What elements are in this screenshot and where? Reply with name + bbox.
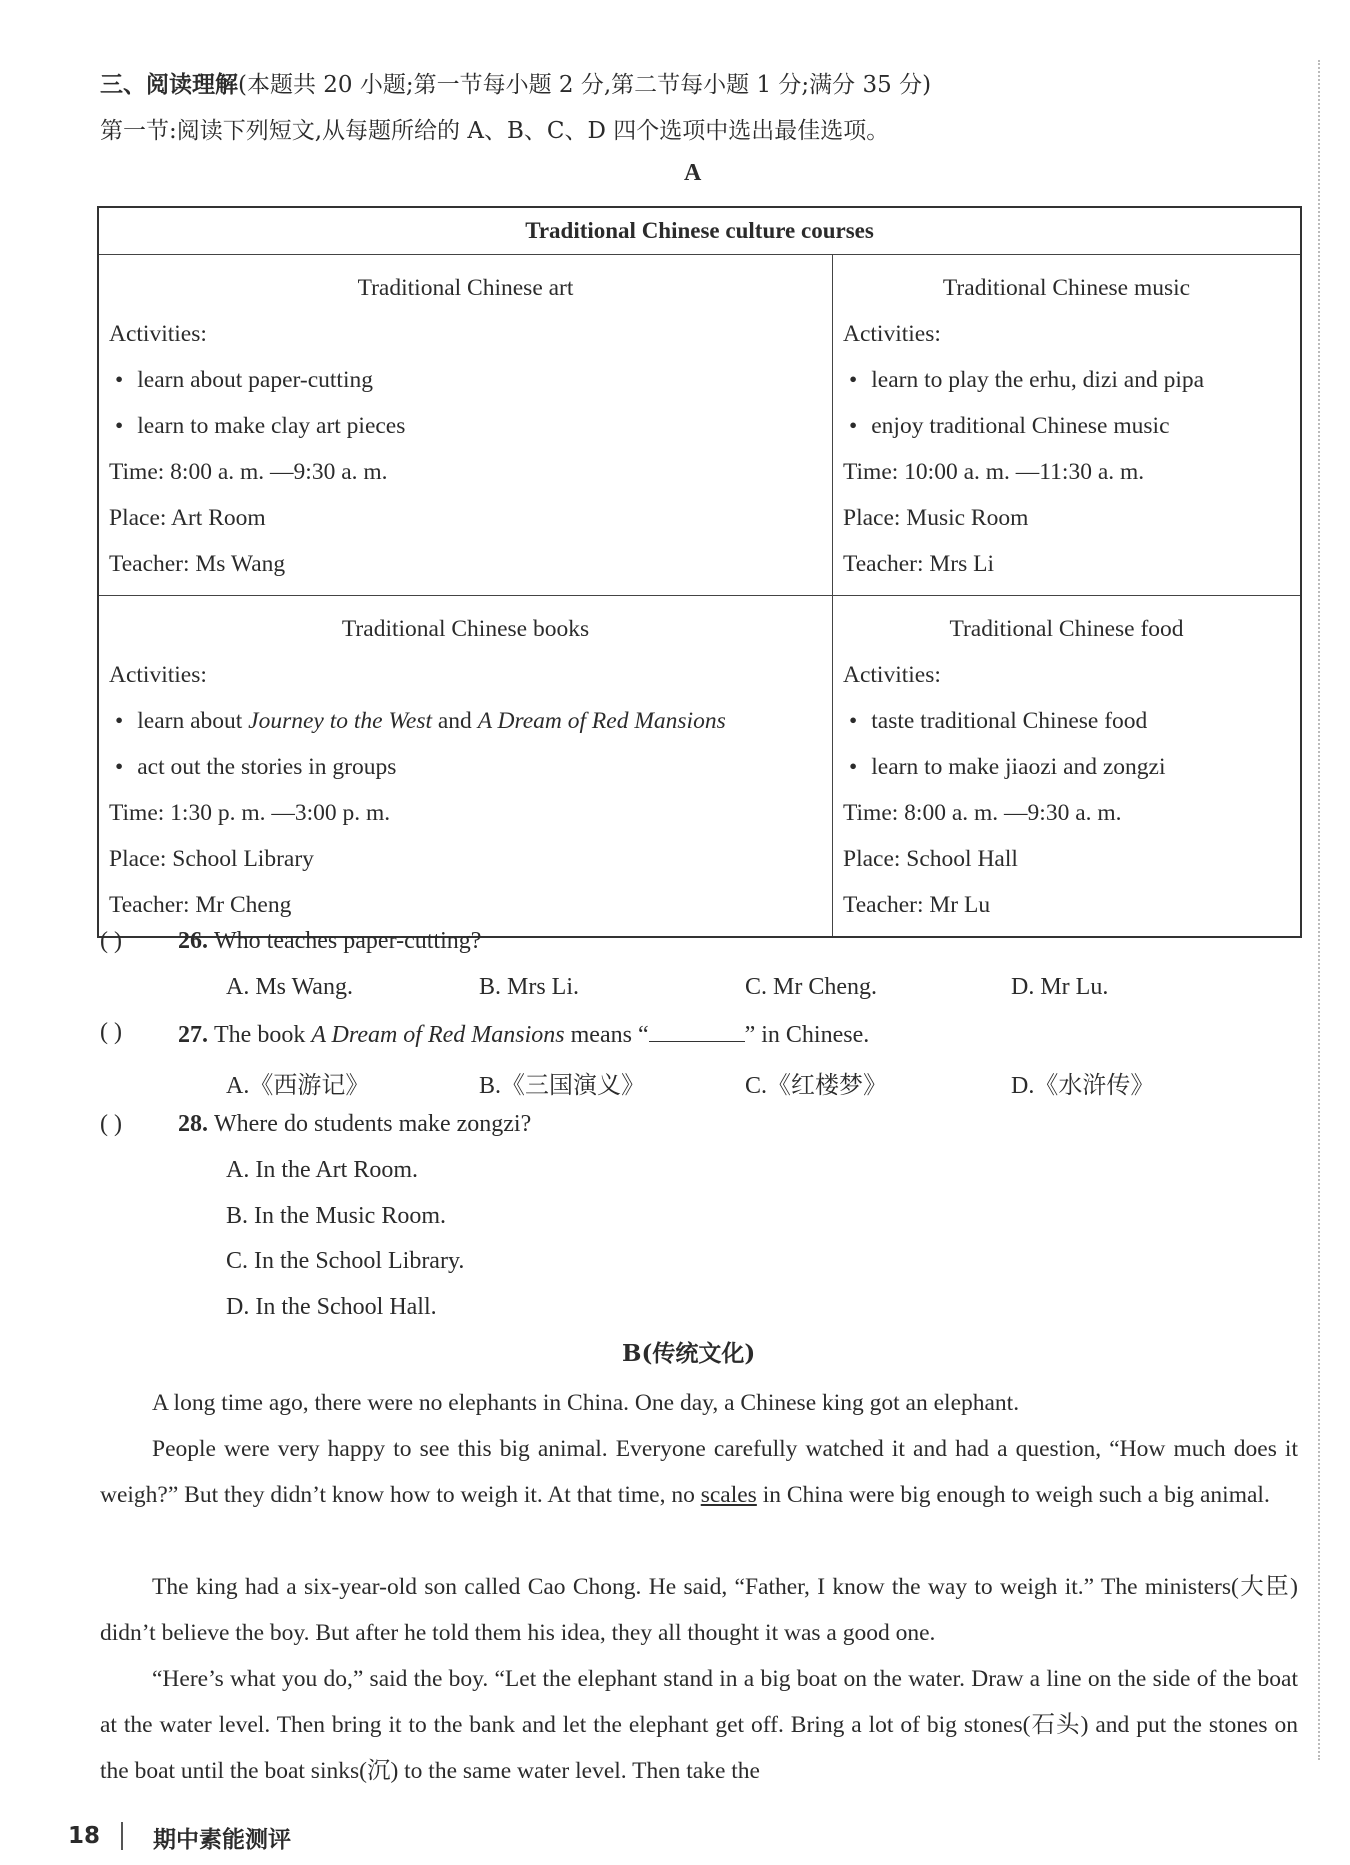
activity-item: • taste traditional Chinese food: [843, 698, 1290, 744]
course-teacher: Teacher: Ms Wang: [109, 551, 286, 577]
course-time: Time: 8:00 a. m. —9:30 a. m.: [843, 800, 1122, 826]
book-title: A Dream of Red Mansions: [477, 708, 726, 734]
course-place: Place: Art Room: [109, 505, 266, 531]
activities-label: Activities:: [109, 662, 207, 688]
underlined-word: scales: [700, 1482, 757, 1508]
option-a[interactable]: A. Ms Wang.: [226, 974, 353, 1000]
option-b[interactable]: B. Mrs Li.: [479, 974, 580, 1000]
course-title: Traditional Chinese music: [942, 275, 1191, 301]
paragraph: “Here’s what you do,” said the boy. “Let the elephant stand in a big boat on the water. Draw a line on the side of the boat at the water level. Then bring it to the bank and let the elephant get off. Bring a lot of big stones(石头) and put the stones on the boat until the boat sinks(沉) to the same water level. Then take the: [100, 1666, 1298, 1784]
course-title: Traditional Chinese food: [949, 616, 1184, 642]
option-a[interactable]: A. In the Art Room.: [226, 1157, 418, 1183]
course-time: Time: 10:00 a. m. —11:30 a. m.: [843, 459, 1145, 485]
passage-b-title: B(传统文化): [622, 1340, 756, 1367]
section-title-bold: 三、阅读理解: [100, 71, 238, 98]
course-title: Traditional Chinese books: [341, 616, 590, 642]
activity-item: • learn about paper-cutting: [109, 357, 822, 403]
option-c[interactable]: C. Mr Cheng.: [745, 974, 877, 1000]
passage-a-label: A: [684, 160, 702, 186]
course-place: Place: School Hall: [843, 846, 1018, 872]
option-b[interactable]: B. In the Music Room.: [226, 1203, 446, 1229]
page-number: 18: [68, 1823, 101, 1849]
course-place: Place: School Library: [109, 846, 314, 872]
option-c[interactable]: C.《红楼梦》: [745, 1073, 888, 1099]
section-instruction: 第一节:阅读下列短文,从每题所给的 A、B、C、D 四个选项中选出最佳选项。: [100, 118, 890, 144]
answer-blank[interactable]: ( ): [100, 1019, 122, 1045]
course-teacher: Teacher: Mr Cheng: [109, 892, 292, 918]
question-number: 27.: [178, 1022, 208, 1048]
question-stem: means “: [564, 1022, 649, 1048]
course-place: Place: Music Room: [843, 505, 1029, 531]
courses-table: [97, 206, 1302, 938]
option-b[interactable]: B.《三国演义》: [479, 1073, 646, 1099]
activity-item: • learn to play the erhu, dizi and pipa: [843, 357, 1290, 403]
course-cell-food: [833, 596, 1302, 938]
course-cell-art: [98, 255, 833, 596]
course-teacher: Teacher: Mr Lu: [843, 892, 991, 918]
option-d[interactable]: D. In the School Hall.: [226, 1294, 437, 1320]
course-time: Time: 8:00 a. m. —9:30 a. m.: [109, 459, 388, 485]
section-title: [100, 66, 931, 99]
answer-blank[interactable]: ( ): [100, 928, 122, 954]
activities-label: Activities:: [109, 321, 207, 347]
activity-item: • act out the stories in groups: [109, 744, 822, 790]
activity-item: • learn to make clay art pieces: [109, 403, 822, 449]
question-stem: Where do students make zongzi?: [214, 1111, 532, 1137]
table-caption: Traditional Chinese culture courses: [98, 207, 1301, 255]
activities-label: Activities:: [843, 662, 941, 688]
book-title: Journey to the West: [248, 708, 432, 734]
question-stem: The book: [214, 1022, 312, 1048]
footer-label: 期中素能测评: [153, 1827, 291, 1853]
section-title-rest: (本题共 20 小题;第一节每小题 2 分,第二节每小题 1 分;满分 35 分): [238, 72, 932, 98]
paragraph: The king had a six-year-old son called Cao Chong. He said, “Father, I know the way to weigh it.” The ministers(大臣) didn’t believe the boy. But after he told them his idea, they all thought it was a good one.: [100, 1574, 1298, 1646]
paragraph: A long time ago, there were no elephants in China. One day, a Chinese king got an elephant.: [152, 1390, 1020, 1416]
option-d[interactable]: D.《水浒传》: [1011, 1073, 1155, 1099]
paragraph-text: in China were big enough to weigh such a big animal.: [756, 1482, 1270, 1508]
option-c[interactable]: C. In the School Library.: [226, 1248, 465, 1274]
course-cell-music: [833, 255, 1302, 596]
option-d[interactable]: D. Mr Lu.: [1011, 974, 1109, 1000]
activity-text: and: [432, 708, 478, 734]
course-time: Time: 1:30 p. m. —3:00 p. m.: [109, 800, 391, 826]
course-teacher: Teacher: Mrs Li: [843, 551, 995, 577]
activity-item: • learn to make jiaozi and zongzi: [843, 744, 1290, 790]
paragraph: [100, 1426, 1298, 1518]
question-stem: ” in Chinese.: [744, 1022, 870, 1048]
book-title: A Dream of Red Mansions: [311, 1022, 565, 1048]
question-number: 26.: [178, 928, 208, 954]
paragraph-text: People were very happy to see this big animal. Everyone carefully watched it and had a question, “How much does it weigh?” But they didn’t know how to weigh it. At that time, no: [100, 1436, 1298, 1508]
course-cell-books: [98, 596, 833, 938]
activity-item: [109, 698, 822, 744]
question-number: 28.: [178, 1111, 208, 1137]
question-stem: Who teaches paper-cutting?: [214, 928, 482, 954]
course-title: Traditional Chinese art: [357, 275, 574, 301]
fill-blank[interactable]: [649, 1019, 745, 1042]
answer-blank[interactable]: ( ): [100, 1111, 122, 1137]
activity-text: learn about: [137, 708, 249, 734]
activity-item: • enjoy traditional Chinese music: [843, 403, 1290, 449]
activities-label: Activities:: [843, 321, 941, 347]
footer-divider: [121, 1822, 123, 1850]
option-a[interactable]: A.《西游记》: [226, 1073, 370, 1099]
margin-rule: [1318, 60, 1320, 1760]
